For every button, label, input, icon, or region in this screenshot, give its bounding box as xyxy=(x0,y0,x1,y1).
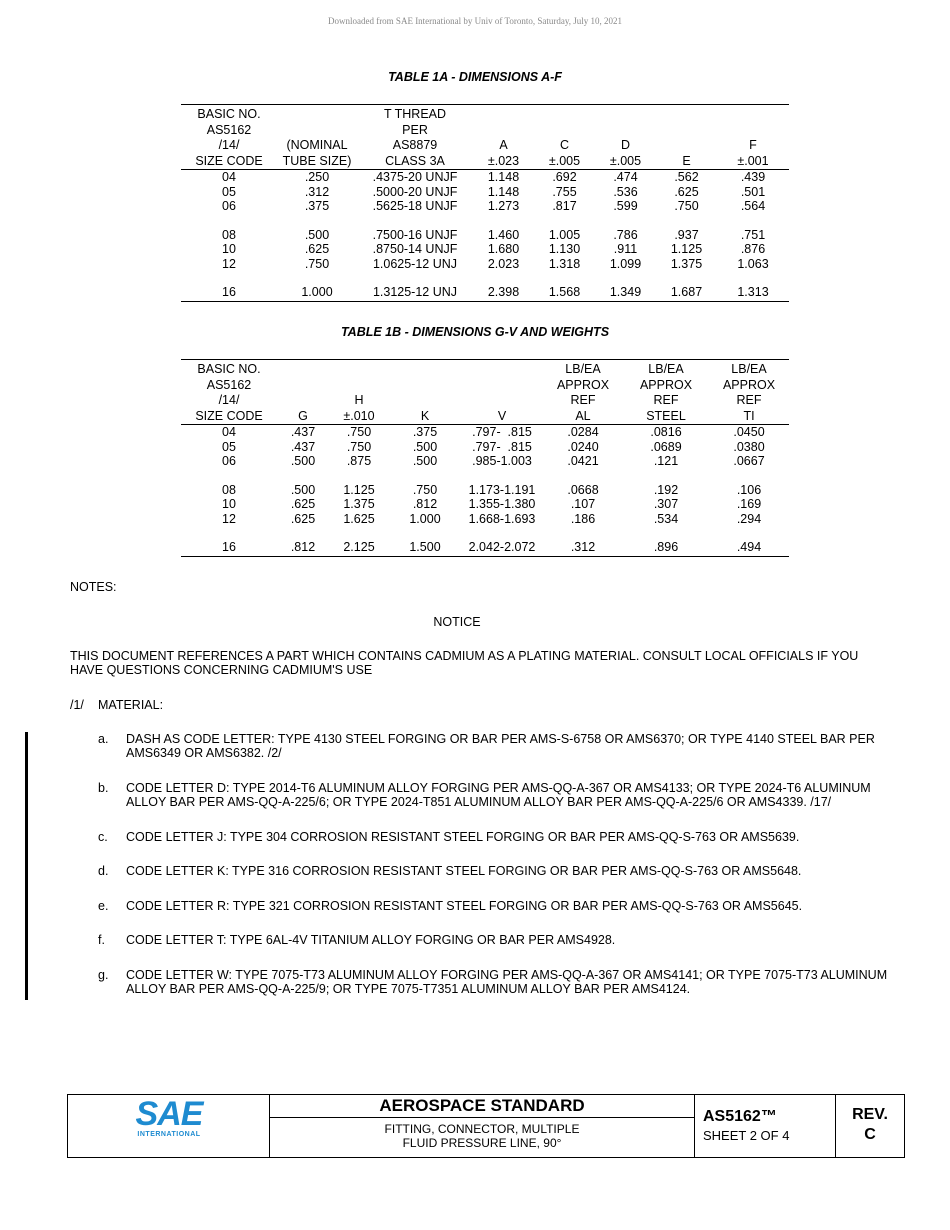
notes-label: NOTES: xyxy=(70,580,117,594)
table-cell: .0667 xyxy=(733,454,765,468)
material-heading: MATERIAL: xyxy=(98,698,164,712)
column-header: APPROX xyxy=(556,377,610,392)
table-cell: .375 xyxy=(412,425,438,439)
table-cell: .192 xyxy=(653,482,679,497)
table-cell: 1.375 xyxy=(343,497,375,511)
column-header: G xyxy=(277,409,329,425)
table-row xyxy=(181,185,789,200)
table-cell: .0380 xyxy=(733,439,765,454)
material-item-text: CODE LETTER D: TYPE 2014-T6 ALUMINUM ALLOY FORGING PER AMS-QQ-A-367 OR AMS4133; OR TYPE 2024-T6 ALUMINUM ALLOY BAR PER AMS-QQ-A-225/6; OR TYPE 2024-T851 ALUMINUM ALLOY BAR PER AMS-QQ-A-225/6 OR AMS4339. /17/ xyxy=(126,781,871,809)
table-cell: .599 xyxy=(613,199,638,213)
standard-title: AEROSPACE STANDARD xyxy=(270,1095,694,1118)
material-item-letter: c. xyxy=(98,830,108,844)
table-1b-title: TABLE 1B - DIMENSIONS G-V AND WEIGHTS xyxy=(340,325,610,339)
table-cell: .437 xyxy=(290,439,316,454)
column-header: ±.023 xyxy=(473,154,534,170)
column-header: TI xyxy=(709,409,789,425)
revision-cell xyxy=(836,1105,904,1145)
table-cell: 1.625 xyxy=(343,511,375,526)
table-cell: .169 xyxy=(736,497,762,511)
table-cell: .500 xyxy=(412,454,438,468)
table-cell: 05 xyxy=(222,184,236,199)
material-item-letter: f. xyxy=(98,933,105,947)
column-header: BASIC NO. xyxy=(181,360,277,378)
table-cell: 1.099 xyxy=(609,256,642,271)
table-cell: .250 xyxy=(304,170,330,184)
column-header: V xyxy=(461,409,543,425)
table-row xyxy=(181,242,789,257)
table-row xyxy=(181,540,789,556)
column-header: K xyxy=(389,409,461,425)
table-cell: 04 xyxy=(222,425,236,439)
column-header: D xyxy=(620,138,631,152)
notice-title: NOTICE xyxy=(433,615,481,629)
table-cell: .5000-20 UNJF xyxy=(372,184,458,199)
table-cell: .4375-20 UNJF xyxy=(372,170,458,184)
column-header: SIZE CODE xyxy=(181,409,277,425)
row-spacer xyxy=(181,214,789,228)
material-item-text: DASH AS CODE LETTER: TYPE 4130 STEEL FORGING OR BAR PER AMS-S-6758 OR AMS6370; OR TYPE 4140 STEEL BAR PER AMS6349 OR AMS6382. /2/ xyxy=(126,732,875,760)
table-cell: 10 xyxy=(222,242,236,256)
material-item-letter: d. xyxy=(98,864,109,878)
table-cell: .307 xyxy=(653,497,679,511)
column-header: /14/ xyxy=(218,138,240,152)
table-row xyxy=(181,199,789,214)
column-header: /14/ xyxy=(218,393,240,407)
column-header: AS5162 xyxy=(206,122,252,137)
table-cell: .797- .815 xyxy=(472,439,532,454)
table-cell: .564 xyxy=(740,199,766,213)
table-cell: 1.460 xyxy=(487,227,520,242)
column-header: APPROX xyxy=(639,377,693,392)
document-number: AS5162™ xyxy=(703,1108,777,1125)
material-note-number: /1/ xyxy=(70,698,84,712)
table-cell: 2.125 xyxy=(329,540,389,556)
table-cell: 1.375 xyxy=(670,256,703,271)
table-cell: .0421 xyxy=(567,454,599,468)
table-row xyxy=(181,483,789,498)
standard-cell xyxy=(270,1095,695,1157)
download-notice: Downloaded from SAE International by Univ of Toronto, Saturday, July 10, 2021 xyxy=(327,16,623,26)
column-header: F xyxy=(749,138,757,152)
sae-logo-subtext: INTERNATIONAL xyxy=(137,1131,201,1138)
table-cell: .562 xyxy=(674,170,699,184)
table-cell: .375 xyxy=(304,199,330,213)
table-cell: .625 xyxy=(674,184,699,199)
table-cell: .625 xyxy=(304,242,330,256)
sheet-number: SHEET 2 OF 4 xyxy=(703,1128,790,1143)
table-cell: .750 xyxy=(304,256,330,271)
revision-change-bar xyxy=(25,732,28,1000)
table-cell: 08 xyxy=(222,227,236,242)
column-header: ±.010 xyxy=(329,409,389,425)
table-cell: .106 xyxy=(736,482,762,497)
table-cell: 16 xyxy=(181,540,277,556)
table-cell: .0689 xyxy=(650,439,682,454)
table-cell: .812 xyxy=(412,497,438,511)
table-cell: 04 xyxy=(222,170,236,184)
table-cell: .750 xyxy=(346,439,372,454)
column-header: ±.005 xyxy=(595,154,656,170)
table-cell: .876 xyxy=(740,242,766,256)
table-row xyxy=(181,512,789,527)
table-cell: 1.680 xyxy=(487,242,520,256)
material-item-text: CODE LETTER J: TYPE 304 CORROSION RESISTANT STEEL FORGING OR BAR PER AMS-QQ-S-763 OR AMS5639. xyxy=(126,830,800,844)
table-1b xyxy=(181,359,789,557)
table-cell: .439 xyxy=(740,170,766,184)
column-header: AL xyxy=(543,409,623,425)
table-cell: .500 xyxy=(290,482,316,497)
table-row xyxy=(181,228,789,243)
column-header: PER xyxy=(402,122,428,137)
material-item-letter: e. xyxy=(98,899,109,913)
table-cell: 2.023 xyxy=(487,256,520,271)
column-header: ±.001 xyxy=(717,154,789,170)
sae-logo xyxy=(68,1097,270,1138)
column-header: REF xyxy=(570,393,596,407)
table-cell: 1.0625-12 UNJ xyxy=(372,256,458,271)
table-row xyxy=(181,425,789,440)
table-cell: .0816 xyxy=(650,425,682,439)
column-header: REF xyxy=(736,393,762,407)
table-cell: .0284 xyxy=(567,425,599,439)
column-header: H xyxy=(354,393,364,407)
table-cell: .294 xyxy=(736,511,762,526)
title-block xyxy=(67,1094,905,1158)
table-cell: .985-1.003 xyxy=(472,454,532,468)
table-cell: .797- .815 xyxy=(472,425,532,439)
table-cell: 1.000 xyxy=(409,511,441,526)
table-cell: 1.318 xyxy=(548,256,581,271)
column-header: TUBE SIZE) xyxy=(277,154,357,170)
table-cell: .437 xyxy=(290,425,316,439)
table-cell: 1.3125-12 UNJ xyxy=(357,285,473,301)
notice-text: THIS DOCUMENT REFERENCES A PART WHICH CONTAINS CADMIUM AS A PLATING MATERIAL. CONSULT LOCAL OFFICIALS IF YOU HAVE QUESTIONS CONCERNING CADMIUM'S USE xyxy=(70,649,859,677)
row-spacer xyxy=(181,526,789,540)
table-row xyxy=(181,440,789,455)
table-cell: 1.668-1.693 xyxy=(468,511,536,526)
table-cell: 16 xyxy=(181,285,277,301)
table-cell: .312 xyxy=(304,184,330,199)
table-cell: 06 xyxy=(222,199,236,213)
table-cell: 1.313 xyxy=(717,285,789,301)
table-cell: 12 xyxy=(222,511,236,526)
material-item-text: CODE LETTER R: TYPE 321 CORROSION RESISTANT STEEL FORGING OR BAR PER AMS-QQ-S-763 OR AMS5645. xyxy=(126,899,803,913)
column-header: E xyxy=(656,154,717,170)
column-header: (NOMINAL xyxy=(286,138,348,152)
column-header: LB/EA xyxy=(543,360,623,378)
table-cell: 2.398 xyxy=(473,285,534,301)
table-cell: .755 xyxy=(552,184,577,199)
table-cell: .911 xyxy=(613,242,638,256)
column-header: AS5162 xyxy=(206,377,252,392)
table-cell: .896 xyxy=(623,540,709,556)
table-row xyxy=(181,497,789,512)
column-header: ±.005 xyxy=(534,154,595,170)
material-item-text: CODE LETTER K: TYPE 316 CORROSION RESISTANT STEEL FORGING OR BAR PER AMS-QQ-S-763 OR AMS5648. xyxy=(126,864,802,878)
table-cell: .692 xyxy=(552,170,577,184)
table-cell: 08 xyxy=(222,482,236,497)
table-cell: .786 xyxy=(613,227,638,242)
revision-value: C xyxy=(864,1126,876,1143)
sae-logo-text: SAE xyxy=(135,1095,203,1133)
column-header: REF xyxy=(653,393,679,407)
material-item-letter: a. xyxy=(98,732,109,746)
row-spacer xyxy=(181,469,789,483)
table-row xyxy=(181,454,789,469)
table-cell: .121 xyxy=(653,454,679,468)
table-cell: .500 xyxy=(304,227,330,242)
table-cell: .0240 xyxy=(567,439,599,454)
table-cell: .8750-14 UNJF xyxy=(372,242,458,256)
table-cell: .625 xyxy=(290,511,316,526)
table-cell: 1.148 xyxy=(487,170,520,184)
column-header: SIZE CODE xyxy=(181,154,277,170)
table-cell: 1.349 xyxy=(595,285,656,301)
table-cell: 1.173-1.191 xyxy=(468,482,536,497)
table-cell: .5625-18 UNJF xyxy=(372,199,458,213)
table-cell: 12 xyxy=(222,256,236,271)
table-cell: .812 xyxy=(277,540,329,556)
column-header: CLASS 3A xyxy=(357,154,473,170)
table-cell: .186 xyxy=(570,511,596,526)
table-row xyxy=(181,170,789,185)
table-cell: 1.063 xyxy=(737,256,769,271)
table-cell: .7500-16 UNJF xyxy=(372,227,458,242)
column-header: BASIC NO. xyxy=(181,105,277,123)
table-cell: 10 xyxy=(222,497,236,511)
description-line-2: FLUID PRESSURE LINE, 90° xyxy=(402,1136,562,1150)
table-cell: 1.500 xyxy=(389,540,461,556)
table-cell: 06 xyxy=(222,454,236,468)
table-cell: 1.687 xyxy=(656,285,717,301)
table-cell: 1.125 xyxy=(343,482,375,497)
part-description xyxy=(270,1122,694,1150)
column-header: A xyxy=(499,138,508,152)
table-row xyxy=(181,257,789,272)
table-cell: .474 xyxy=(613,170,638,184)
table-cell: .750 xyxy=(346,425,372,439)
table-cell: .536 xyxy=(613,184,638,199)
column-header: APPROX xyxy=(722,377,776,392)
table-cell: 1.125 xyxy=(670,242,703,256)
column-header: LB/EA xyxy=(623,360,709,378)
material-item-text: CODE LETTER T: TYPE 6AL-4V TITANIUM ALLOY FORGING OR BAR PER AMS4928. xyxy=(126,933,616,947)
table-cell: .937 xyxy=(674,227,699,242)
table-cell: .625 xyxy=(290,497,316,511)
material-item-letter: b. xyxy=(98,781,109,795)
column-header: T THREAD xyxy=(357,105,473,123)
row-spacer xyxy=(181,271,789,285)
material-item-letter: g. xyxy=(98,968,109,982)
table-cell: 1.273 xyxy=(487,199,520,213)
table-cell: 1.568 xyxy=(534,285,595,301)
table-cell: .494 xyxy=(709,540,789,556)
table-cell: .500 xyxy=(412,439,438,454)
table-1a-title: TABLE 1A - DIMENSIONS A-F xyxy=(388,70,562,84)
table-cell: .107 xyxy=(570,497,596,511)
doc-number-cell xyxy=(695,1095,836,1157)
table-cell: 05 xyxy=(222,439,236,454)
column-header: C xyxy=(559,138,570,152)
table-cell: .750 xyxy=(674,199,699,213)
table-1a xyxy=(181,104,789,302)
column-header: STEEL xyxy=(623,409,709,425)
table-cell: 2.042-2.072 xyxy=(461,540,543,556)
table-cell: 1.000 xyxy=(277,285,357,301)
table-cell: .751 xyxy=(740,227,766,242)
table-cell: .817 xyxy=(552,199,577,213)
material-item-text: CODE LETTER W: TYPE 7075-T73 ALUMINUM ALLOY FORGING PER AMS-QQ-A-367 OR AMS4141; OR TYPE 7075-T73 ALUMINUM ALLOY BAR PER AMS-QQ-A-225/9; OR TYPE 7075-T7351 ALUMINUM ALLOY BAR PER AMS4124. xyxy=(126,968,888,996)
table-cell: 1.148 xyxy=(487,184,520,199)
table-cell: .750 xyxy=(412,482,438,497)
logo-cell xyxy=(68,1095,270,1157)
table-cell: .312 xyxy=(543,540,623,556)
table-cell: 1.130 xyxy=(548,242,581,256)
table-cell: .0450 xyxy=(733,425,765,439)
table-cell: .0668 xyxy=(567,482,599,497)
table-cell: 1.355-1.380 xyxy=(468,497,536,511)
table-cell: .534 xyxy=(653,511,679,526)
column-header: AS8879 xyxy=(392,138,438,152)
table-cell: 1.005 xyxy=(548,227,581,242)
table-cell: .875 xyxy=(346,454,372,468)
column-header: LB/EA xyxy=(709,360,789,378)
revision-label: REV. xyxy=(852,1106,888,1123)
description-line-1: FITTING, CONNECTOR, MULTIPLE xyxy=(384,1122,580,1136)
table-cell: .501 xyxy=(740,184,766,199)
table-row xyxy=(181,285,789,301)
table-cell: .500 xyxy=(290,454,316,468)
